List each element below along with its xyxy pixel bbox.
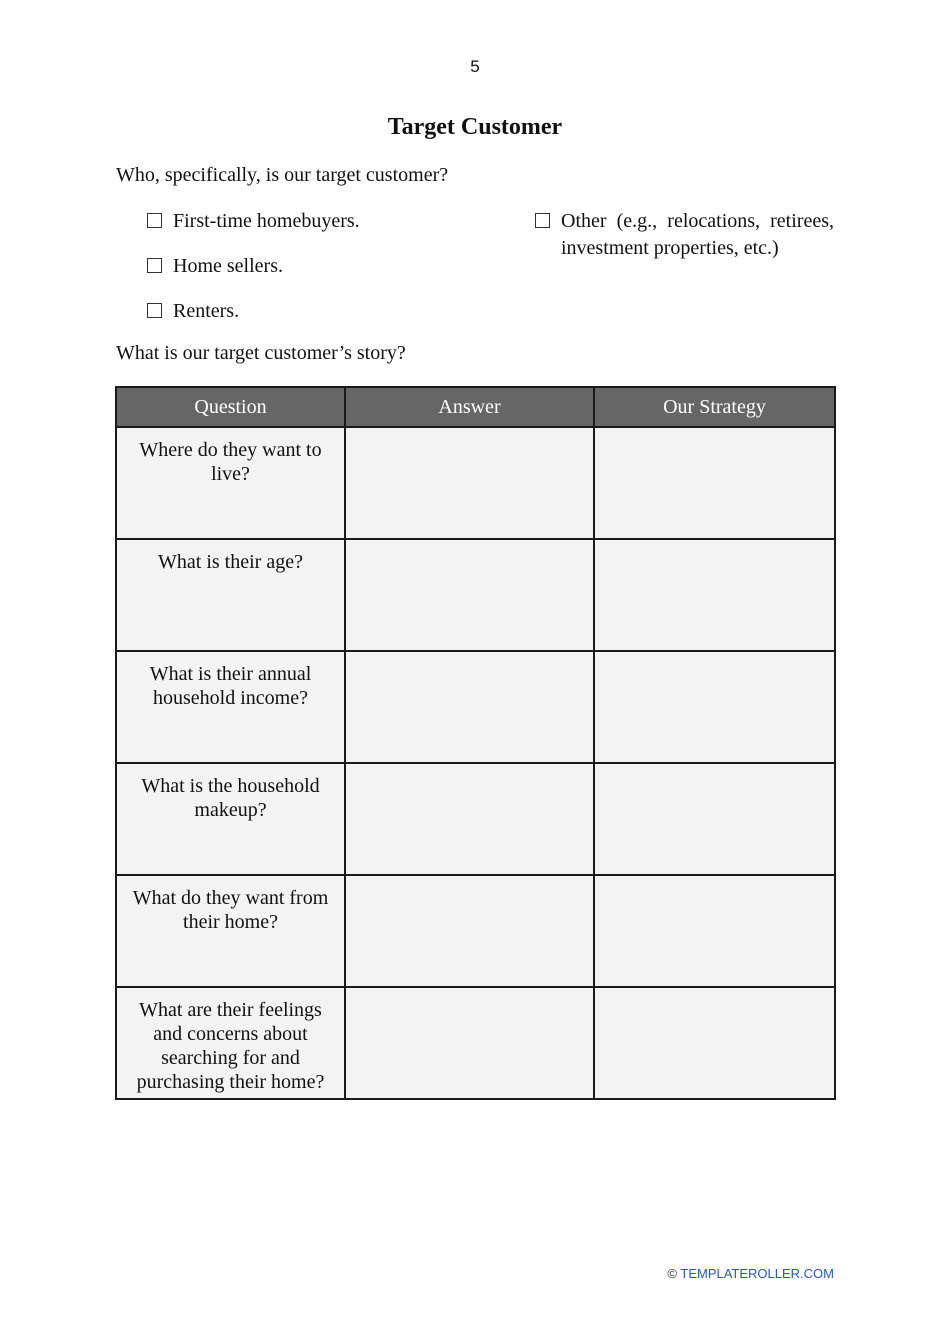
checkbox-label: Renters. — [173, 300, 240, 322]
answer-cell[interactable] — [345, 875, 594, 987]
checkbox-label: Other (e.g., relocations, retirees, investment properties, etc.) — [561, 210, 834, 259]
table-row — [116, 987, 835, 1099]
footer-copyright — [667, 1266, 834, 1281]
answer-cell[interactable] — [345, 539, 594, 651]
strategy-cell[interactable] — [594, 875, 835, 987]
question-cell — [116, 539, 345, 651]
table-row — [116, 427, 835, 539]
checkbox-icon[interactable] — [147, 213, 162, 228]
answer-cell[interactable] — [345, 427, 594, 539]
question-text: What is their annual household income? — [149, 663, 312, 709]
question-who: Who, specifically, is our target customer? — [116, 164, 449, 186]
page-title: Target Customer — [387, 114, 563, 140]
header-strategy: Our Strategy — [594, 387, 835, 427]
table-header-row — [116, 387, 835, 427]
checkbox-other[interactable] — [535, 208, 835, 264]
strategy-cell[interactable] — [594, 427, 835, 539]
checkbox-home-sellers[interactable] — [147, 253, 507, 280]
question-cell — [116, 763, 345, 875]
answer-cell[interactable] — [345, 763, 594, 875]
table-row — [116, 875, 835, 987]
question-cell — [116, 427, 345, 539]
question-text: What do they want from their home? — [132, 887, 329, 933]
question-story: What is our target customer’s story? — [116, 342, 406, 364]
checkbox-label: Home sellers. — [173, 255, 283, 277]
checkbox-icon[interactable] — [535, 213, 550, 228]
question-text: What is their age? — [158, 551, 303, 573]
table-row — [116, 763, 835, 875]
strategy-cell[interactable] — [594, 651, 835, 763]
question-text: What are their feelings and concerns about searching for and purchasing their home? — [136, 999, 325, 1093]
answer-cell[interactable] — [345, 651, 594, 763]
strategy-cell[interactable] — [594, 987, 835, 1099]
question-cell — [116, 651, 345, 763]
copyright-symbol: © — [667, 1266, 677, 1281]
question-cell — [116, 875, 345, 987]
templateroller-link[interactable]: TEMPLATEROLLER.COM — [680, 1266, 834, 1281]
checkbox-icon[interactable] — [147, 303, 162, 318]
checkbox-first-time-homebuyers[interactable] — [147, 208, 507, 235]
table-row — [116, 539, 835, 651]
question-text: What is the household makeup? — [141, 775, 320, 821]
checkbox-renters[interactable] — [147, 298, 507, 325]
customer-story-table — [115, 386, 836, 1100]
strategy-cell[interactable] — [594, 763, 835, 875]
strategy-cell[interactable] — [594, 539, 835, 651]
checkbox-icon[interactable] — [147, 258, 162, 273]
header-answer: Answer — [345, 387, 594, 427]
header-question: Question — [116, 387, 345, 427]
checkbox-label: First-time homebuyers. — [173, 210, 360, 232]
page-number: 5 — [470, 57, 480, 76]
answer-cell[interactable] — [345, 987, 594, 1099]
question-text: Where do they want to live? — [139, 439, 322, 485]
table-row — [116, 651, 835, 763]
question-cell — [116, 987, 345, 1099]
